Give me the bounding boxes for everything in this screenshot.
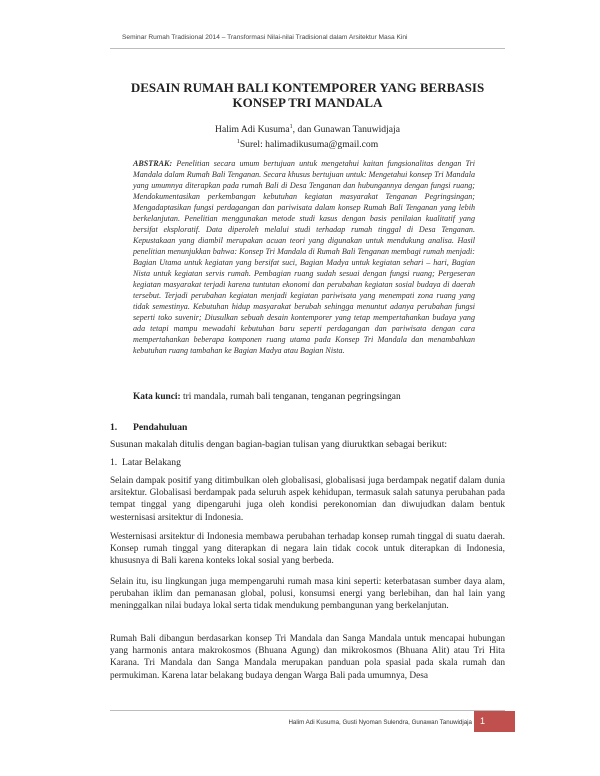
subsection-title: Latar Belakang <box>122 457 181 468</box>
running-header: Seminar Rumah Tradisional 2014 – Transformasi Nilai-nilai Tradisional dalam Arsitektur Masa Kini <box>122 34 408 41</box>
subsection-heading <box>110 457 181 469</box>
section-number: 1. <box>110 422 118 433</box>
footer-authors: Halim Adi Kusuma, Gusti Nyoman Sulendra, Gunawan Tanuwidjaja <box>288 719 472 726</box>
paper-title-line-1: DESAIN RUMAH BALI KONTEMPORER YANG BERBASIS <box>130 80 485 95</box>
subsection-number: 1. <box>110 457 118 468</box>
page-number-badge: 1 <box>474 711 515 732</box>
paper-title <box>110 80 505 110</box>
abstract <box>133 158 475 356</box>
author-email <box>110 136 505 151</box>
body-paragraph: Selain itu, isu lingkungan juga mempengaruhi rumah masa kini seperti: keterbatasan sumber daya alam, perubahan iklim dan pemanasan global, polusi, konsumsi energi yang berlebihan, dan hal lain yang meninggalkan nilai budaya lokal serta tidak mendukung pembangunan yang berkelanjutan. <box>110 577 505 612</box>
paper-title-line-2: KONSEP TRI MANDALA <box>232 95 383 110</box>
email-text: Surel: halimadikusuma@gmail.com <box>239 139 379 151</box>
header-divider <box>110 48 505 49</box>
section-heading <box>110 422 187 433</box>
section-title: Pendahuluan <box>133 422 188 433</box>
email-mark: 1 <box>236 139 240 146</box>
keywords <box>133 391 475 403</box>
section-intro: Susunan makalah ditulis dengan bagian-bagian tulisan yang diuruktkan sebagai berikut: <box>110 439 448 450</box>
author-names <box>110 121 505 136</box>
abstract-text: Penelitian secara umum bertujuan untuk mengetahui kaitan fungsionalitas dengan Tri Mandala dalam Rumah Bali Tenganan. Secara khusus bertujuan untuk: Mengetahui konsep Tri Mandala yang umumnya diterapkan pada rumah Bali di Desa Tenganan dan hubungannya dengan fungsi ruang; Mendokumentasikan perkembangan kebutuhan kegiatan masyarakat Tenganan Pegringsingan; Mengadaptasikan fungsi perdagangan dan pariwisata dalam konsep Rumah Bali Tenganan yang lebih berkelanjutan. Penelitian menggunakan metode studi kasus dengan basis penilaian kualitatif yang bersifat eksploratif. Data diperoleh melalui studi terhadap rumah tinggal di Desa Tenganan. Kepustakaan yang diambil merupakan acuan teori yang digunakan untuk mendukung analisa. Hasil penelitian menunjukkan bahwa: Konsep Tri Mandala di Rumah Bali Tenganan membagi rumah menjadi: Bagian Utama untuk kegiatan yang bersifat suci, Bagian Madya untuk kegiatan sehari – hari, Bagian Nista untuk kegiatan servis rumah. Pembagian ruang sudah sesuai dengan fungsi ruang; Pergeseran kegiatan masyarakat terjadi karena tuntutan ekonomi dan perubahan kegiatan sosial budaya di daerah tersebut. Terjadi perubahan kegiatan menjadi kegiatan pariwisata yang menempati zona ruang yang tidak semestinya. Kebutuhan hidup masyarakat berubah sehingga menuntut adanya perubahan fungsi seperti toko suvenir; Diusulkan sebuah desain kontemporer yang tetap mempertahankan budaya yang ada tetapi mampu mewadahi kebutuhan baru seperti perdagangan dan pariwisata dengan cara mempertahankan beberapa komponen ruang utama pada Konsep Tri Mandala dan menambahkan kebutuhan ruang tambahan ke Bagian Madya atau Bagian Nista. <box>133 159 475 355</box>
author-rest: , dan Gunawan Tanuwidjaja <box>292 124 400 136</box>
body-paragraph: Selain dampak positif yang ditimbulkan oleh globalisasi, globalisasi juga berdampak negatif dalam dunia arsitektur. Globalisasi berdampak pada seluruh aspek kehidupan, termasuk salah satunya perubahan pada tempat tinggal yang dipengaruhi juga oleh kondisi perekonomian dan diwujudkan dalam bentuk westernisasi arsitektur di Indonesia. <box>110 476 505 523</box>
author-block <box>110 121 505 151</box>
keywords-text: tri mandala, rumah bali tenganan, tenganan pegringsingan <box>180 392 401 402</box>
footer-divider <box>110 710 505 711</box>
body-paragraph: Westernisasi arsitektur di Indonesia membawa perubahan terhadap konsep rumah tinggal di suatu daerah. Konsep rumah tinggal yang diterapkan di negara lain tidak cocok untuk diterapkan di Indonesia, khususnya di Bali karena konteks lokal sosial yang berbeda. <box>110 532 505 567</box>
author-first: Halim Adi Kusuma <box>215 124 290 136</box>
keywords-label: Kata kunci: <box>133 392 181 402</box>
abstract-label: ABSTRAK: <box>133 159 173 168</box>
affiliation-mark: 1 <box>289 124 293 130</box>
body-paragraph: Rumah Bali dibangun berdasarkan konsep Tri Mandala dan Sanga Mandala untuk mencapai hubungan yang harmonis antara makrokosmos (Bhuana Agung) dan mikrokosmos (Bhuana Alit) atau Tri Hita Karana. Tri Mandala dan Sanga Mandala merupakan panduan pola spasial pada skala rumah dan permukiman. Karena latar belakang budaya dengan Warga Bali pada umumnya, Desa <box>110 634 505 681</box>
